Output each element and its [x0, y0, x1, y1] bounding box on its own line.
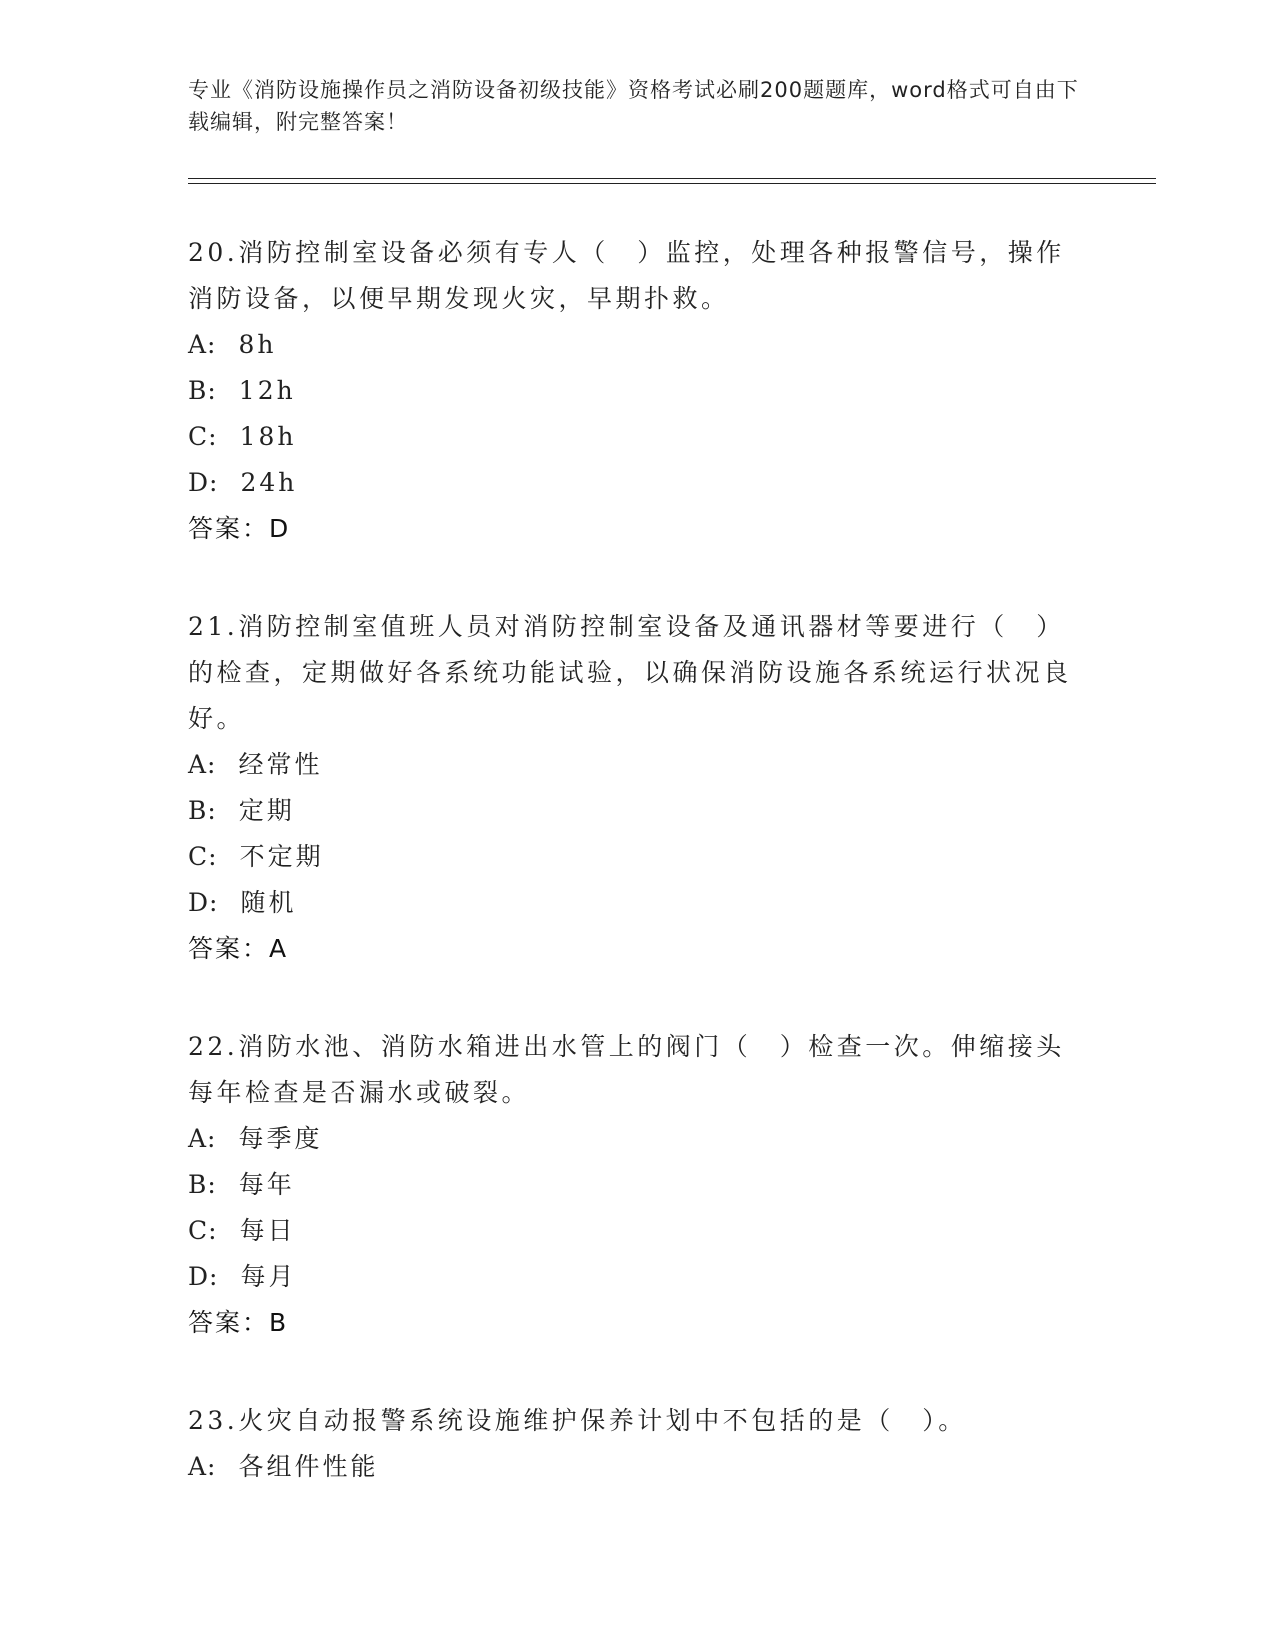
header-divider-top: [188, 178, 1156, 179]
option-a: [188, 1444, 1088, 1490]
option-text: 每年: [238, 1170, 295, 1199]
option-text: 随机: [240, 888, 297, 917]
option-c: [188, 414, 1088, 460]
option-text: 经常性: [238, 750, 323, 779]
option-c: [188, 834, 1088, 880]
option-letter: B:: [188, 796, 217, 825]
question-23: [188, 1398, 1088, 1490]
answer-line: 答案：B: [188, 1308, 289, 1337]
option-text: 定期: [238, 796, 295, 825]
option-letter: B:: [188, 1170, 217, 1199]
option-d: [188, 880, 1088, 926]
option-text: 8h: [238, 330, 277, 359]
option-a: [188, 742, 1088, 788]
option-d: [188, 1254, 1088, 1300]
option-text: 各组件性能: [238, 1452, 379, 1481]
option-text: 每月: [240, 1262, 297, 1291]
option-letter: C:: [188, 842, 218, 871]
option-a: [188, 1116, 1088, 1162]
option-letter: A:: [188, 750, 217, 779]
option-letter: B:: [188, 376, 217, 405]
question-stem: 20.消防控制室设备必须有专人（ ）监控，处理各种报警信号，操作消防设备，以便早期发现火灾，早期扑救。: [188, 238, 1065, 313]
option-b: [188, 368, 1088, 414]
option-letter: A:: [188, 1452, 217, 1481]
option-text: 每季度: [238, 1124, 323, 1153]
option-letter: D:: [188, 888, 219, 917]
option-text: 不定期: [239, 842, 324, 871]
option-text: 18h: [239, 422, 297, 451]
question-20: [188, 230, 1088, 552]
option-text: 每日: [239, 1216, 296, 1245]
question-22: [188, 1024, 1088, 1346]
option-letter: C:: [188, 1216, 218, 1245]
question-stem: 23.火灾自动报警系统设施维护保养计划中不包括的是（ ）。: [188, 1406, 967, 1435]
option-text: 12h: [238, 376, 296, 405]
answer-line: 答案：A: [188, 934, 289, 963]
option-text: 24h: [240, 468, 298, 497]
option-c: [188, 1208, 1088, 1254]
option-letter: D:: [188, 1262, 219, 1291]
option-letter: A:: [188, 1124, 217, 1153]
option-a: [188, 322, 1088, 368]
option-letter: D:: [188, 468, 219, 497]
option-b: [188, 788, 1088, 834]
answer-line: 答案：D: [188, 514, 291, 543]
option-letter: C:: [188, 422, 218, 451]
question-list: [188, 230, 1088, 1542]
document-header: 专业《消防设施操作员之消防设备初级技能》资格考试必刷200题题库，word格式可自由下载编辑，附完整答案！: [188, 78, 1079, 134]
question-21: [188, 604, 1088, 972]
question-stem: 21.消防控制室值班人员对消防控制室设备及通讯器材等要进行（ ）的检查，定期做好各系统功能试验，以确保消防设施各系统运行状况良好。: [188, 612, 1072, 733]
option-b: [188, 1162, 1088, 1208]
question-stem: 22.消防水池、消防水箱进出水管上的阀门（ ）检查一次。伸缩接头每年检查是否漏水或破裂。: [188, 1032, 1065, 1107]
option-d: [188, 460, 1088, 506]
header-divider-bottom: [188, 183, 1156, 184]
option-letter: A:: [188, 330, 217, 359]
